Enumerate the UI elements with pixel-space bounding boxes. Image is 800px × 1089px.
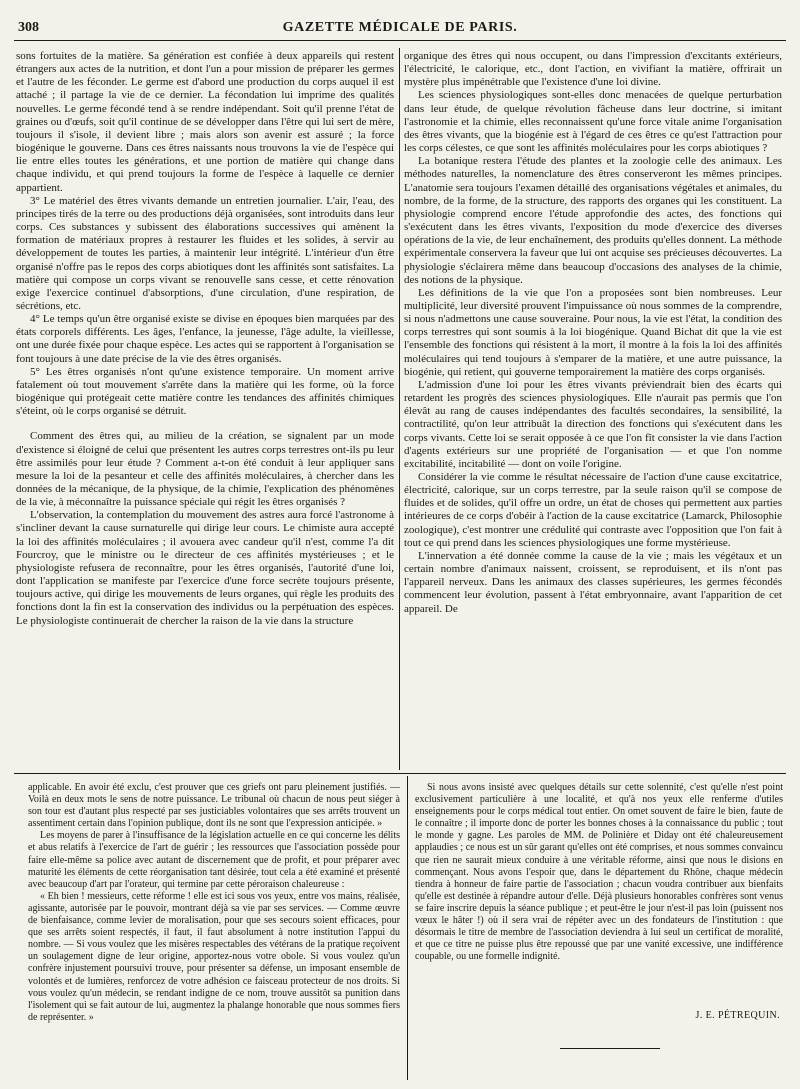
paragraph: applicable. En avoir été exclu, c'est prouver que ces griefs ont paru pleinement justifiés. — Voilà en deux mots le sens de notre puissance. Le tribunal où chacun de nous peut siéger à son tour est d'autant plus respecté par ses justiciables volontaires que ses arrêts trouvent un assentiment certain dans l'opinion publique, dont ils ne sont que l'expression anticipée. » [28, 782, 400, 830]
feuilleton-right-column [415, 782, 783, 1032]
left-column [16, 50, 394, 770]
paragraph: Considérer la vie comme le résultat nécessaire de l'action d'une cause excitatrice, électricité, calorique, sur un corps terrestre, par la seule raison qu'il se compose de fluides et de solides, qu'il offre un ordre, un état de choses qui permettent aux parties intérieures de ce corps d'obéir à l'action de la cause excitatrice (Lamarck, Philosophie zoologique), c'est montrer une crédulité qui contraste avec l'opposition que l'on fait à tout ce qui prend dans les sciences physiologiques une forme mystérieuse. [404, 471, 782, 549]
paragraph: Les définitions de la vie que l'on a proposées sont bien nombreuses. Leur multiplicité, leur diversité prouvent l'impuissance où nous sommes de la comprendre, si nous n'admettons une cause souveraine. Pour nous, la vie est l'état, la condition des corps terrestres qui sont soumis à la loi biogénique. Quand Bichat dit que la vie est l'ensemble des fonctions qui résistent à la mort, il montre à la fois la loi des affinités moléculaires qui tend toujours à s'emparer de la matière, et une autre puissance, la biogénie, qui retient, qui gouverne temporairement la matière des corps organisés. [404, 286, 782, 378]
feuilleton-left-column [28, 782, 400, 1082]
paragraph: Les sciences physiologiques sont-elles donc menacées de quelque perturbation dans leur étude, de quelque révolution fâcheuse dans leur doctrine, si imitant l'astronomie et la chimie, elles reconnaissent qu'une force vitale anime l'organisation des êtres vivants, que la biogénie est à l'égard de ces êtres ce qu'est l'attraction pour les corps célestes, ce que sont les affinités moléculaires pour les corps abiotiques ? [404, 89, 782, 155]
paragraph: Comment des êtres qui, au milieu de la création, se signalent par un mode d'existence si éloigné de celui que présentent les autres corps terrestres ont-ils pu leur être assimilés pour leur étude ? Comment a-t-on été conduit à leur appliquer sans mesure la loi de la pesanteur et celle des affinités moléculaires, à chercher dans les données de la mécanique, de la physique, de la chimie, l'explication des phénomènes de la vie, à méconnaître la puissance spéciale qui régit les êtres organisés ? [16, 430, 394, 509]
page-number: 308 [18, 20, 39, 35]
column-divider [407, 776, 408, 1080]
paragraph: L'observation, la contemplation du mouvement des astres aura forcé l'astronome à s'incliner devant la cause surnaturelle qui dirige leur cours. Le chimiste aura accepté la loi des affinités moléculaires ; il avouera avec candeur qu'il n'est, comme l'a dit Fourcroy, que le ministre ou le directeur de ces affinités mystérieuses ; et le physiologiste refusera de reconnaître, pour les êtres organisés, l'autorité d'une loi, dont l'application se manifeste par l'exercice d'une force secrète toujours présente, toujours active, qui dirige les mouvements de leurs organes, qui règle les produits des fonctions dont la fin est la conservation des individus ou la perpétuation des espèces. Le physiologiste continuerait de chercher la raison de la vie dans la structure [16, 509, 394, 627]
paragraph: 4° Le temps qu'un être organisé existe se divise en époques bien marquées par des états corporels différents. Les âges, l'enfance, la jeunesse, l'âge adulte, la vieillesse, ont une durée fixée pour chaque espèce. Les actes qui se rapportent à l'organisation se font toujours à une date précise de la vie des êtres organisés. [16, 313, 394, 365]
column-divider [399, 48, 400, 770]
section-divider [14, 773, 786, 774]
paragraph: 3° Le matériel des êtres vivants demande un entretien journalier. L'air, l'eau, des principes tirés de la terre ou des productions déjà organisées, sont introduits dans leur corps. Ces substances y subissent des élaborations successives qui amènent la formation de matériaux propres à restaurer les fluides et les solides, à servir au développement de toutes les parties, à maintenir leur intégrité. L'intérieur d'un être organisé n'offre pas le repos des corps abiotiques dont les affinités sont satisfaites. La matière qui compose un corps vivant se renouvelle sans cesse, et cette rénovation exige l'exercice continuel d'absorptions, d'une circulation, d'une respiration, de sécrétions, etc. [16, 194, 394, 312]
paragraph: organique des êtres qui nous occupent, ou dans l'impression d'excitants extérieurs, l'électricité, le calorique, etc., dont l'action, en vivifiant la matière, offrirait un mystère plus impénétrable que l'existence d'une loi divine. [404, 50, 782, 89]
paragraph: « Eh bien ! messieurs, cette réforme ! elle est ici sous vos yeux, entre vos mains, réalisée, agissante, autorisée par le pouvoir, montrant déjà sa vie par ses services. — Comme œuvre de bienfaisance, comme levier de moralisation, pour que ses secours soient efficaces, pour que ses arrêts soient respectés, il faut, il faut absolument à notre institution l'appui du nombre. — Si vous voulez que les misères respectables des vétérans de la pratique reçoivent un soulagement digne de leur origine, apportez-nous votre obole. Si vous voulez qu'un confrère injustement poursuivi trouve, pour présenter sa défense, un imposant ensemble de volontés et de lumières, renforcez de votre adhésion ce faisceau protecteur de nos droits. Si vous voulez qu'un médecin, se rendant indigne de ce nom, trouve aussitôt sa punition dans l'isolement qui se fait autour de lui, augmentez la phalange honorable que nous sommes fiers de représenter. » [28, 890, 400, 1023]
paragraph: La botanique restera l'étude des plantes et la zoologie celle des animaux. Les méthodes naturelles, la nomenclature des êtres conserveront les mêmes principes. L'anatomie sera toujours l'examen détaillé des organisations végétales et animales, du nombre, de la forme, de la structure, des rapports des organes qui les constituent. La physiologie comprend encore l'étude approfondie des actes, des fonctions qui s'exécutent dans les êtres vivants, l'exposition du mode d'exercice des diverses opérations de la vie, de leur enchaînement, des produits qu'elles donnent. La méthode expérimentale conservera la faveur que lui ont acquise ses précieuses découvertes. La physiologie s'éclairera même dans beaucoup d'occasions des analyses de la chimie, des notions de la physique. [404, 155, 782, 286]
paragraph: 5° Les êtres organisés n'ont qu'une existence temporaire. Un moment arrive fatalement où tout mouvement s'arrête dans la matière qui les forme, où la force biogénique qui protégeait cette matière contre les tendances des affinités chimiques s'éteint, où le corps organisé se détruit. [16, 365, 394, 418]
paragraph: L'innervation a été donnée comme la cause de la vie ; mais les végétaux et un certain nombre d'animaux naissent, croissent, se reproduisent, et ils n'ont pas l'appareil nerveux. Dans les animaux des classes supérieures, les germes fécondés commencent leur évolution, passent à l'état embryonnaire, avant l'apparition de cet appareil. De [404, 549, 782, 615]
paragraph: Si nous avons insisté avec quelques détails sur cette solennité, c'est qu'elle n'est point exclusivement particulière à une localité, et qu'à nos yeux elle renferme d'utiles enseignements pour le corps médical tout entier. On omet souvent de faire le bien, faute de le connaître ; il importe donc de porter les bonnes choses à la connaissance du public ; tout le monde y gagne. Les paroles de MM. de Polinière et Diday ont été chaleureusement applaudies ; ce nous est un sûr garant qu'elles ont été comprises, et nous sommes convaincu que rien ne saurait mieux conduire à une véritable réforme, ainsi que nous le disions en commençant. Nous avons l'espoir que, dans le département du Rhône, chaque médecin tiendra à honneur de faire partie de l'association ; chacun voudra contribuer aux bienfaits qu'elle est destinée à répandre autour d'elle. Déjà plusieurs honorables confrères sont venus se faire inscrire depuis la séance publique ; et peut-être le jour n'est-il pas loin (puissent nos vœux le hâter !) où il sera vrai de répéter avec un des fondateurs de l'institution : que désormais le titre de membre de l'association deviendra à lui seul un certificat de moralité, et que ce titre ne puisse plus être repoussé que par une vanité excessive, une indifférence coupable, ou une formelle indignité. [415, 782, 783, 963]
paragraph: Les moyens de parer à l'insuffisance de la législation actuelle en ce qui concerne les délits et abus relatifs à l'exercice de l'art de guérir ; les ressources que l'association possède pour faire elle-même sa police avec autant de discernement que de profit, et pour préparer avec maturité les éléments de cette réorganisation tant désirée, tout cela a été examiné et présenté avec beaucoup d'art par l'orateur, qui termine par cette péroraison chaleureuse : [28, 830, 400, 890]
author-signature: J. E. PÉTREQUIN. [695, 1010, 780, 1021]
paragraph: sons fortuites de la matière. Sa génération est confiée à deux appareils qui restent étrangers aux actes de la nutrition, et dont l'un a pour mission de préparer les germes et l'autre de les féconder. Le germe est d'abord une production du corps auquel il est attaché ; il partage la vie de ce dernier. La fécondation lui imprime des qualités nouvelles. Le germe fécondé tend à se rendre indépendant. Soit qu'il prenne l'état de graines ou d'œufs, soit qu'il continue de se développer dans l'être qui lui sert de mère, toujours il s'isole, il devient libre ; mais alors son avenir est assuré ; la force biogénique le gouverne. Dans ces êtres naissants nous trouvons la vie de l'espèce qui lie entre elles toutes les générations, et une portion de matière qui change dans chaque individu, et qui prend toujours la forme de l'espèce à laquelle ce dernier appartient. [16, 50, 394, 194]
right-column [404, 50, 782, 770]
page-header [14, 18, 786, 41]
paragraph: L'admission d'une loi pour les êtres vivants préviendrait bien des écarts qui retardent les progrès des sciences physiologiques. Elle n'aurait pas permis que l'on élevât au rang de causes indépendantes des facultés secondaires, la sensibilité, la contractilité, qu'on leur attribuât la direction des fonctions qui s'exécutent dans les corps vivants. Cette loi se serait opposée à ce que l'on fît consister la vie dans l'action d'agents extérieurs sur une propriété de l'organisation — et que l'on nomme excitabilité, incitabilité — dont on voile l'origine. [404, 378, 782, 470]
end-rule [560, 1048, 660, 1049]
journal-title: GAZETTE MÉDICALE DE PARIS. [282, 20, 518, 35]
